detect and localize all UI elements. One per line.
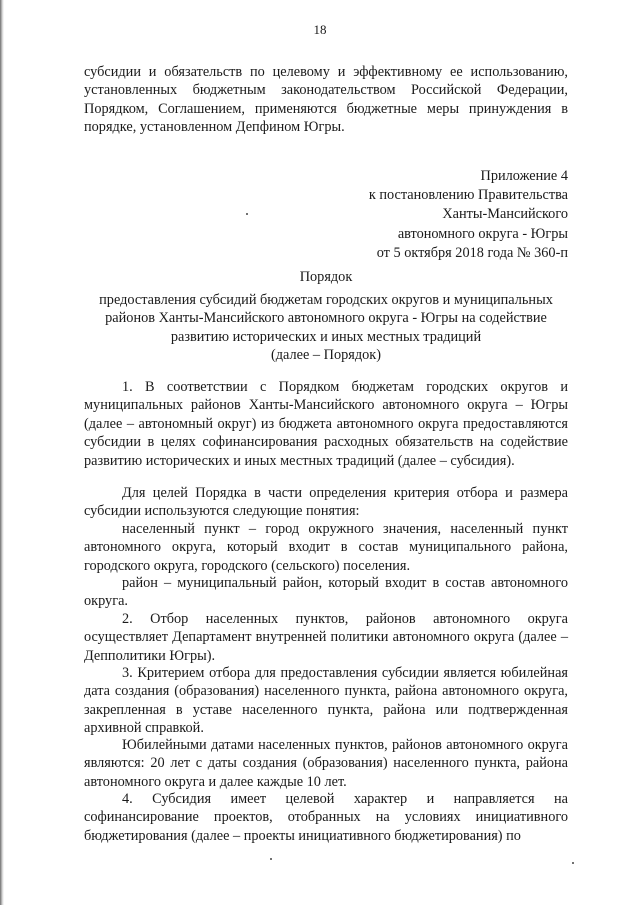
title-line: районов Ханты-Мансийского автономного округа - Югры на содействие [105, 310, 547, 327]
title-line: предоставления субсидий бюджетам городских округов и муниципальных [99, 291, 553, 308]
scan-edge-shadow [0, 0, 4, 905]
appendix-line: Приложение 4 [480, 168, 568, 184]
body-paragraph-4: район – муниципальный район, который входит в состав автономного округа. [84, 575, 568, 610]
appendix-line: автономного округа - Югры [397, 225, 568, 242]
body-paragraph-7: Юбилейными датами населенных пунктов, районов автономного округа являются: 20 лет с даты создания (образования) населенного пункта, района автономного округа и далее каждые 10 лет. [84, 737, 568, 790]
page-number: 18 [313, 22, 327, 37]
appendix-block [268, 167, 568, 263]
scan-speck [572, 862, 574, 864]
scan-speck [246, 213, 248, 215]
body-paragraph-5: 2. Отбор населенных пунктов, районов автономного округа осуществляет Департамент внутренней политики автономного округа (далее – Депполитики Югры). [84, 611, 568, 664]
body-paragraph-1: 1. В соответствии с Порядком бюджетам городских округов и муниципальных районов Ханты-Мансийского автономного округа – Югры (далее – автономный округ) из бюджета автономного округа предоставляются субсидии в целях софинансирования расходных обязательств на содействие развитию исторических и иных местных традиций (далее – субсидия). [84, 379, 568, 469]
appendix-line: Ханты-Мансийского [442, 206, 568, 223]
body-paragraph-2: Для целей Порядка в части определения критерия отбора и размера субсидии используются следующие понятия: [84, 485, 568, 520]
appendix-line: от 5 октября 2018 года № 360-п [376, 244, 568, 261]
body-paragraph-6: 3. Критерием отбора для предоставления субсидии является юбилейная дата создания (образования) населенного пункта, района автономного округа, закрепленная в уставе населенного пункта, района или подтвержденная архивной справкой. [84, 665, 568, 737]
appendix-line: к постановлению Правительства [368, 187, 568, 204]
title-line: развитию исторических и иных местных традиций [170, 328, 482, 345]
body-paragraph-3: населенный пункт – город окружного значения, населенный пункт автономного округа, который входит в состав муниципального района, городского округа, городского (сельского) поселения. [84, 521, 568, 574]
title-line: (далее – Порядок) [271, 347, 381, 364]
intro-paragraph: субсидии и обязательств по целевому и эффективному ее использованию, установленных бюджетным законодательством Российской Федерации, Порядком, Соглашением, применяются бюджетные меры принуждения в порядке, установленном Депфином Югры. [84, 64, 568, 136]
document-title [80, 268, 572, 365]
title-heading: Порядок [299, 269, 353, 285]
scan-speck [270, 858, 272, 860]
body-paragraph-8: 4. Субсидия имеет целевой характер и направляется на софинансирование проектов, отобранных на условиях инициативного бюджетирования (далее – проекты инициативного бюджетирования) по [84, 791, 568, 844]
